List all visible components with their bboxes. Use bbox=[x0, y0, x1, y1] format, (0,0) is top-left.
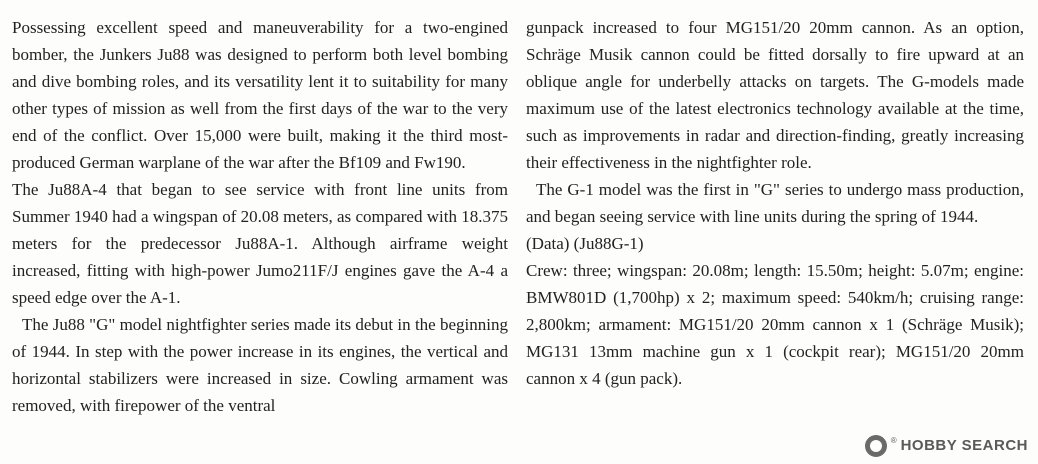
paragraph-a4: The Ju88A-4 that began to see service with front line units from Summer 1940 had a wingspan of 20.08 meters, as compared with 18.375 meters for the predecessor Ju88A-1. Although airframe weight increased, fitting with high-power Jumo211F/J engines gave the A-4 a speed edge over the A-1. bbox=[12, 180, 508, 307]
registered-mark: ® bbox=[890, 436, 897, 445]
left-column bbox=[12, 14, 508, 419]
specifications: Crew: three; wingspan: 20.08m; length: 15.50m; height: 5.07m; engine: BMW801D (1,700hp) x 2; maximum speed: 540km/h; cruising range: 2,800km; armament: MG151/20 20mm cannon x 1 (Schräge Musik); MG131 13mm machine gun x 1 (cockpit rear); MG151/20 20mm cannon x 4 (gun pack). bbox=[526, 261, 1024, 388]
paragraph-g-model-continued: gunpack increased to four MG151/20 20mm cannon. As an option, Schräge Musik cannon could be fitted dorsally to fire upward at an oblique angle for underbelly attacks on targets. The G-models made maximum use of the latest electronics technology available at the time, such as improvements in radar and direction-finding, greatly increasing their effectiveness in the nightfighter role. bbox=[526, 18, 1024, 172]
watermark-logo-text: HOBBY SEARCH bbox=[900, 437, 1028, 454]
paragraph-g1: The G-1 model was the first in "G" series to undergo mass production, and began seeing service with line units during the spring of 1944. bbox=[526, 180, 1024, 226]
paragraph-g-model: The Ju88 "G" model nightfighter series made its debut in the beginning of 1944. In step with the power increase in its engines, the vertical and horizontal stabilizers were increased in size. Cowling armament was removed, with firepower of the ventral bbox=[12, 315, 508, 415]
paragraph-intro: Possessing excellent speed and maneuverability for a two-engined bomber, the Junkers Ju88 was designed to perform both level bombing and dive bombing roles, and its versatility lent it to suitability for many other types of mission as well from the first days of the war to the very end of the conflict. Over 15,000 were built, making it the third most-produced German warplane of the war after the Bf109 and Fw190. bbox=[12, 18, 508, 172]
circle-seal-icon bbox=[865, 435, 887, 457]
data-heading: (Data) (Ju88G-1) bbox=[526, 234, 644, 253]
hobby-search-watermark bbox=[865, 435, 1028, 457]
right-column bbox=[526, 14, 1024, 392]
